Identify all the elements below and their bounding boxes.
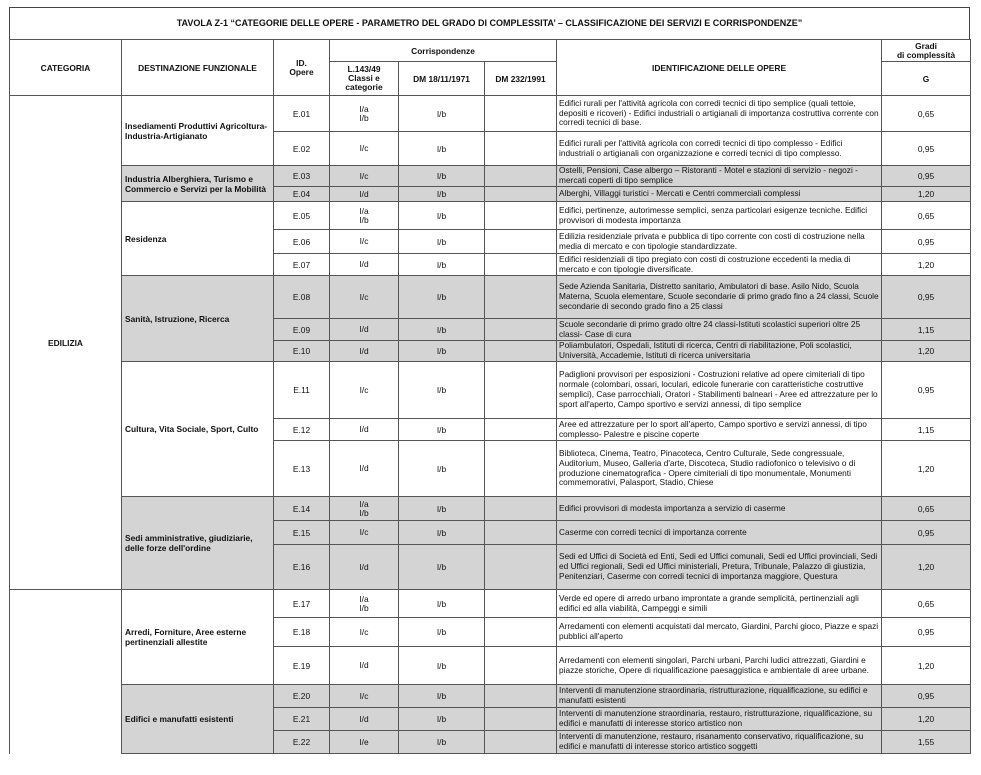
row-id: E.02: [274, 132, 330, 166]
row-grade: 0,65: [882, 202, 971, 230]
category-edilizia: EDILIZIA: [10, 96, 122, 590]
row-l143: I/d: [330, 187, 399, 202]
header-g: G: [882, 62, 971, 96]
row-grade: 1,20: [882, 647, 971, 685]
row-dm1991: [485, 132, 557, 166]
row-grade: 0,95: [882, 521, 971, 545]
row-grade: 1,20: [882, 254, 971, 276]
header-l143: L.143/49 Classi e categorie: [330, 62, 399, 96]
row-dm1971: I/b: [399, 132, 485, 166]
row-description: Padiglioni provvisori per esposizioni - Costruzioni relative ad opere cimiteriali di tipo normale (colombari, ossari, loculari, edicole funerarie con caratteristiche costruttive semplici), Case parrocchiali, Oratori - Stabilimenti balneari - Aree ed attrezzature per lo sport all'aperto, Campo sportivo e servizi annessi, di tipo semplice: [557, 362, 882, 419]
row-dm1971: I/b: [399, 731, 485, 754]
row-grade: 0,95: [882, 132, 971, 166]
row-id: E.01: [274, 96, 330, 132]
row-id: E.06: [274, 230, 330, 254]
categories-table: [9, 39, 971, 754]
row-grade: 0,65: [882, 590, 971, 618]
row-l143: I/e: [330, 731, 399, 754]
header-dm1991: DM 232/1991: [485, 62, 557, 96]
row-description: Ostelli, Pensioni, Case albergo – Ristoranti - Motel e stazioni di servizio - negozi - mercati coperti di tipo semplice: [557, 166, 882, 187]
header-corrispondenze: Corrispondenze: [330, 40, 557, 62]
row-l143: I/d: [330, 441, 399, 497]
row-dm1991: [485, 276, 557, 319]
row-dm1991: [485, 254, 557, 276]
row-description: Interventi di manutenzione straordinaria, restauro, ristrutturazione, riqualificazione, su edifici e manufatti di interesse storico artistico non: [557, 708, 882, 731]
row-l143: I/a I/b: [330, 96, 399, 132]
row-dm1991: [485, 618, 557, 647]
row-grade: 1,20: [882, 708, 971, 731]
row-grade: 1,20: [882, 187, 971, 202]
table-row: [10, 96, 971, 132]
row-id: E.19: [274, 647, 330, 685]
row-l143: I/a I/b: [330, 497, 399, 521]
table-row: [10, 685, 971, 708]
row-description: Aree ed attrezzature per lo sport all'aperto, Campo sportivo e servizi annessi, di tipo complesso- Palestre e piscine coperte: [557, 419, 882, 441]
row-l143: I/c: [330, 685, 399, 708]
header-gradi: Gradi di complessità: [882, 40, 971, 62]
row-description: Scuole secondarie di primo grado oltre 24 classi-Istituti scolastici superiori oltre 25 classi- Case di cura: [557, 319, 882, 341]
row-description: Sedi ed Uffici di Società ed Enti, Sedi ed Uffici comunali, Sedi ed Uffici provinciali, Sedi ed Uffici regionali, Sedi ed Uffici ministeriali, Pretura, Tribunale, Palazzo di giustizia, Penitenziari, Caserme con corredi tecnici di importanza maggiore, Questura: [557, 545, 882, 590]
row-dm1991: [485, 187, 557, 202]
row-description: Edifici rurali per l'attività agricola con corredi tecnici di tipo complesso - Edifici industriali o artigianali con organizzazione e corredi tecnici di tipo complesso.: [557, 132, 882, 166]
table-row: [10, 202, 971, 230]
row-grade: 0,95: [882, 618, 971, 647]
row-id: E.22: [274, 731, 330, 754]
row-description: Interventi di manutenzione straordinaria, ristrutturazione, riqualificazione, su edifici e manufatti esistenti: [557, 685, 882, 708]
row-l143: I/d: [330, 319, 399, 341]
table-title: TAVOLA Z-1 “CATEGORIE DELLE OPERE - PARAMETRO DEL GRADO DI COMPLESSITA’ – CLASSIFICAZIONE DEI SERVIZI E CORRISPONDENZE”: [9, 7, 970, 39]
row-grade: 0,65: [882, 96, 971, 132]
row-dm1971: I/b: [399, 362, 485, 419]
row-description: Alberghi, Villaggi turistici - Mercati e Centri commerciali complessi: [557, 187, 882, 202]
row-grade: 1,20: [882, 341, 971, 362]
row-grade: 1,55: [882, 731, 971, 754]
row-id: E.03: [274, 166, 330, 187]
row-dm1991: [485, 497, 557, 521]
header-destinazione: DESTINAZIONE FUNZIONALE: [122, 40, 274, 96]
row-id: E.16: [274, 545, 330, 590]
row-id: E.11: [274, 362, 330, 419]
row-grade: 0,95: [882, 276, 971, 319]
row-l143: I/a I/b: [330, 202, 399, 230]
row-grade: 1,20: [882, 441, 971, 497]
row-l143: I/c: [330, 521, 399, 545]
row-description: Edifici rurali per l'attività agricola con corredi tecnici di tipo semplice (quali tettoie, depositi e ricoveri) - Edifici industriali o artigianali di importanza costruttiva corrente con corredi tecnici di base.: [557, 96, 882, 132]
row-dm1971: I/b: [399, 618, 485, 647]
row-description: Arredamenti con elementi singolari, Parchi urbani, Parchi ludici attrezzati, Giardini e piazze storiche, Opere di riqualificazione paesaggistica e ambientale di aree urbane.: [557, 647, 882, 685]
table-row: [10, 362, 971, 419]
row-dm1991: [485, 590, 557, 618]
row-description: Edifici provvisori di modesta importanza a servizio di caserme: [557, 497, 882, 521]
row-dm1991: [485, 230, 557, 254]
row-dm1991: [485, 685, 557, 708]
table-row: [10, 276, 971, 319]
row-dm1991: [485, 731, 557, 754]
row-id: E.07: [274, 254, 330, 276]
row-dm1991: [485, 441, 557, 497]
row-description: Poliambulatori, Ospedali, Istituti di ricerca, Centri di riabilitazione, Poli scolastici, Università, Accademie, Istituti di ricerca universitaria: [557, 341, 882, 362]
row-dm1971: I/b: [399, 521, 485, 545]
row-dm1971: I/b: [399, 187, 485, 202]
row-grade: 1,15: [882, 419, 971, 441]
group-label: Insediamenti Produttivi Agricoltura-Industria-Artigianato: [122, 96, 274, 166]
table-row: [10, 166, 971, 187]
row-dm1971: I/b: [399, 341, 485, 362]
row-dm1971: I/b: [399, 276, 485, 319]
table-frame: [9, 7, 970, 754]
row-id: E.10: [274, 341, 330, 362]
row-grade: 1,20: [882, 545, 971, 590]
row-dm1991: [485, 647, 557, 685]
row-l143: I/d: [330, 419, 399, 441]
row-id: E.09: [274, 319, 330, 341]
row-dm1971: I/b: [399, 319, 485, 341]
header-categoria: CATEGORIA: [10, 40, 122, 96]
row-dm1971: I/b: [399, 96, 485, 132]
table-row: [10, 497, 971, 521]
row-l143: I/d: [330, 647, 399, 685]
row-dm1991: [485, 341, 557, 362]
header-id-opere: ID. Opere: [274, 40, 330, 96]
row-l143: I/a I/b: [330, 590, 399, 618]
row-id: E.21: [274, 708, 330, 731]
row-l143: I/c: [330, 132, 399, 166]
row-id: E.05: [274, 202, 330, 230]
row-id: E.20: [274, 685, 330, 708]
group-label: Sedi amministrative, giudiziarie, delle forze dell'ordine: [122, 497, 274, 590]
group-label: Residenza: [122, 202, 274, 276]
row-description: Interventi di manutenzione, restauro, risanamento conservativo, riqualificazione, su edifici e manufatti di interesse storico artistico soggetti: [557, 731, 882, 754]
row-dm1971: I/b: [399, 441, 485, 497]
row-dm1971: I/b: [399, 685, 485, 708]
row-id: E.08: [274, 276, 330, 319]
row-dm1991: [485, 96, 557, 132]
row-grade: 0,95: [882, 230, 971, 254]
row-grade: 0,95: [882, 166, 971, 187]
row-description: Edilizia residenziale privata e pubblica di tipo corrente con costi di costruzione nella media di mercato e con tipologie standardizzate.: [557, 230, 882, 254]
group-label: Sanità, Istruzione, Ricerca: [122, 276, 274, 362]
row-l143: I/c: [330, 166, 399, 187]
row-dm1971: I/b: [399, 708, 485, 731]
row-dm1991: [485, 419, 557, 441]
group-label: Industria Alberghiera, Turismo e Commercio e Servizi per la Mobilità: [122, 166, 274, 202]
group-label: Cultura, Vita Sociale, Sport, Culto: [122, 362, 274, 497]
row-dm1971: I/b: [399, 497, 485, 521]
row-dm1971: I/b: [399, 545, 485, 590]
row-dm1991: [485, 708, 557, 731]
row-dm1991: [485, 362, 557, 419]
header-row-1: [10, 40, 971, 62]
row-l143: I/c: [330, 230, 399, 254]
row-id: E.13: [274, 441, 330, 497]
row-dm1971: I/b: [399, 230, 485, 254]
row-dm1971: I/b: [399, 590, 485, 618]
row-description: Edifici residenziali di tipo pregiato con costi di costruzione eccedenti la media di mercato e con tipologie diversificate.: [557, 254, 882, 276]
row-l143: I/d: [330, 708, 399, 731]
header-dm1971: DM 18/11/1971: [399, 62, 485, 96]
row-l143: I/c: [330, 276, 399, 319]
row-id: E.12: [274, 419, 330, 441]
row-grade: 0,95: [882, 685, 971, 708]
row-grade: 0,65: [882, 497, 971, 521]
row-dm1971: I/b: [399, 647, 485, 685]
header-identificazione: IDENTIFICAZIONE DELLE OPERE: [557, 40, 882, 96]
row-id: E.15: [274, 521, 330, 545]
category-continuation: [10, 590, 122, 754]
row-description: Verde ed opere di arredo urbano improntate a grande semplicità, pertinenziali agli edifici ed alla viabilità, Campeggi e simili: [557, 590, 882, 618]
row-dm1991: [485, 319, 557, 341]
row-id: E.14: [274, 497, 330, 521]
row-dm1991: [485, 166, 557, 187]
row-dm1971: I/b: [399, 419, 485, 441]
row-description: Edifici, pertinenze, autorimesse semplici, senza particolari esigenze tecniche. Edifici provvisori di modesta importanza: [557, 202, 882, 230]
row-description: Biblioteca, Cinema, Teatro, Pinacoteca, Centro Culturale, Sede congressuale, Auditorium, Museo, Galleria d'arte, Discoteca, Studio radiofonico o televisivo o di produzione cinematografica - Opere cimiteriali di tipo monumentale, Monumenti commemorativi, Palasport, Stadio, Chiese: [557, 441, 882, 497]
row-dm1971: I/b: [399, 166, 485, 187]
row-description: Caserme con corredi tecnici di importanza corrente: [557, 521, 882, 545]
row-id: E.18: [274, 618, 330, 647]
group-label: Edifici e manufatti esistenti: [122, 685, 274, 754]
row-description: Sede Azienda Sanitaria, Distretto sanitario, Ambulatori di base. Asilo Nido, Scuola Materna, Scuola elementare, Scuole secondarie di primo grado fino a 24 classi, Scuole secondarie di secondo grado fino a 25 classi: [557, 276, 882, 319]
row-dm1991: [485, 545, 557, 590]
row-description: Arredamenti con elementi acquistati dal mercato, Giardini, Parchi gioco, Piazze e spazi pubblici all'aperto: [557, 618, 882, 647]
row-l143: I/d: [330, 254, 399, 276]
row-dm1971: I/b: [399, 202, 485, 230]
row-dm1991: [485, 202, 557, 230]
row-grade: 0,95: [882, 362, 971, 419]
group-label: Arredi, Forniture, Aree esterne pertinenziali allestite: [122, 590, 274, 685]
row-l143: I/d: [330, 341, 399, 362]
table-row: [10, 590, 971, 618]
row-l143: I/c: [330, 362, 399, 419]
row-grade: 1,15: [882, 319, 971, 341]
row-id: E.17: [274, 590, 330, 618]
row-id: E.04: [274, 187, 330, 202]
row-l143: I/d: [330, 545, 399, 590]
row-dm1971: I/b: [399, 254, 485, 276]
row-dm1991: [485, 521, 557, 545]
row-l143: I/c: [330, 618, 399, 647]
